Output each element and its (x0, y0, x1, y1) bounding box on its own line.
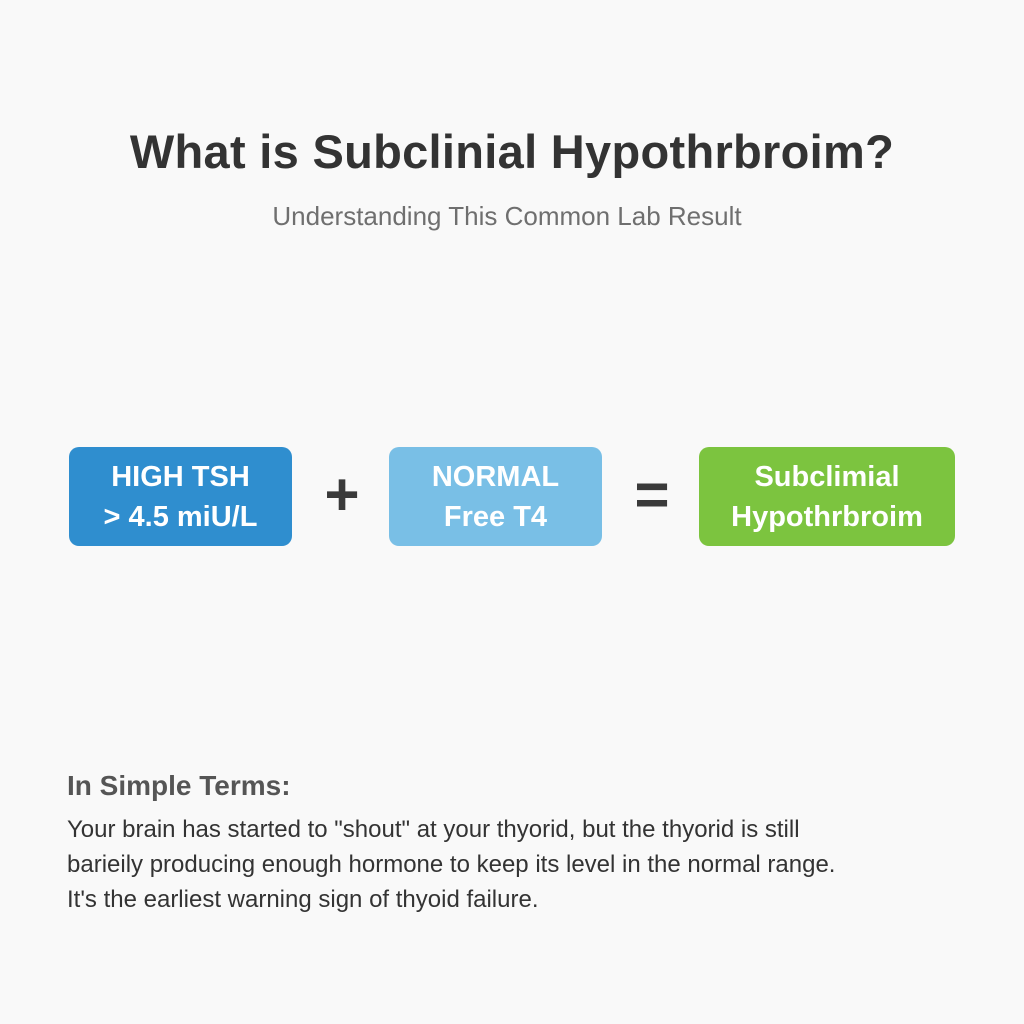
result-line-1: Subclimial (754, 460, 900, 493)
normal-t4-box (389, 447, 602, 546)
page-subtitle: Understanding This Common Lab Result (272, 201, 742, 231)
equals-operator: = (634, 461, 670, 528)
simple-terms-heading: In Simple Terms: (67, 770, 291, 801)
result-line-2: Hypothrbroim (731, 500, 923, 533)
plus-operator: + (324, 461, 360, 528)
page-title: What is Subclinial Hypothrbroim? (129, 125, 895, 178)
normal-t4-value: Free T4 (443, 500, 548, 533)
normal-t4-label: NORMAL (431, 460, 560, 493)
result-box (699, 447, 955, 546)
high-tsh-box (69, 447, 292, 546)
high-tsh-value: > 4.5 miU/L (103, 500, 258, 533)
simple-terms-body (67, 812, 967, 917)
simple-terms-line: barieily producing enough hormone to keep its level in the normal range. (67, 851, 836, 878)
high-tsh-label: HIGH TSH (111, 460, 250, 493)
simple-terms-line: It's the earliest warning sign of thyoid failure. (67, 886, 539, 913)
simple-terms-line: Your brain has started to "shout" at your thyorid, but the thyorid is still (67, 816, 800, 843)
